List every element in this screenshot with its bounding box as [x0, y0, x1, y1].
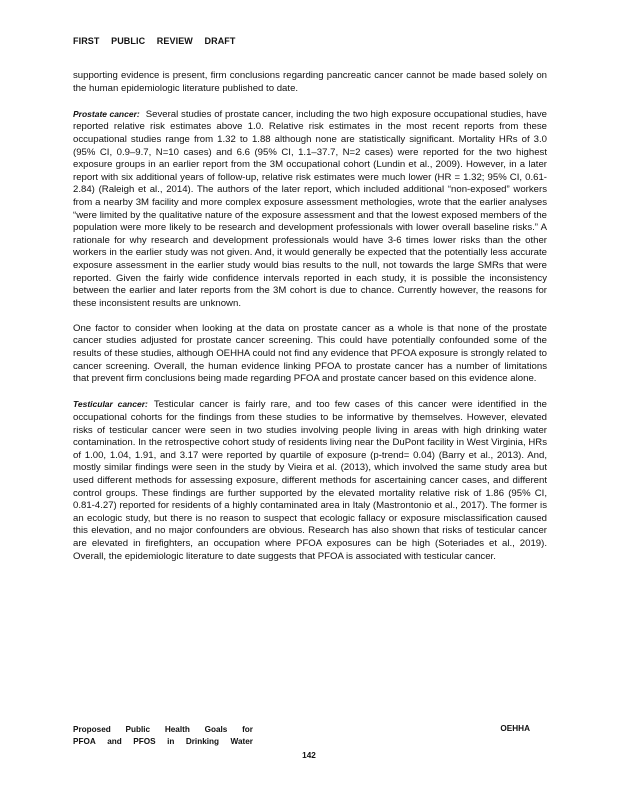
running-header: FIRST PUBLIC REVIEW DRAFT	[73, 36, 236, 46]
footer-word: PFOS	[133, 737, 156, 746]
prostate-cancer-heading: Prostate cancer:	[73, 108, 140, 119]
footer-document-title	[73, 724, 253, 748]
footer-word: Drinking	[185, 737, 220, 746]
footer-word: for	[242, 725, 253, 734]
page-number: 142	[302, 751, 316, 760]
paragraph-prostate-cancer	[73, 108, 547, 311]
testicular-cancer-text: Testicular cancer is fairly rare, and too few cases of this cancer were identified in the occupational cohorts for the findings from these studies to be informative by themselves. However, elevated risks of testicular cancer were seen in two studies involving people living in areas with high drinking water contamination. In the retrospective cohort study of residents living near the DuPont facility in West Virginia, HRs of 1.00, 1.04, 1.91, and 3.17 were reported by quartile of exposure (p-trend= 0.04) (Barry et al., 2013). And, mostly similar findings were seen in the study by Vieira et al. (2013), which involved the same study area but used different methods for assessing exposure, different methods for ascertaining cancer cases, and different control groups. These findings are further supported by the elevated mortality relative risk of 1.86 (95% CI, 0.81-4.27) reported for residents of a highly contaminated area in Italy (Mastrontonio et al., 2017). The former is an ecologic study, but there is no reason to suspect that ecologic fallacy or exposure misclassification caused this elevation, and no major confounders are obvious. Research has also shown that risks of testicular cancer are elevated in firefighters, an occupation where PFOA exposures can be high (Soteriades et al., 2019). Overall, the epidemiologic literature to date suggests that PFOA is associated with testicular cancer.	[73, 399, 547, 562]
footer-word: and	[107, 737, 122, 746]
footer-word: Water	[230, 737, 253, 746]
paragraph-pancreatic-conclusion: supporting evidence is present, firm conclusions regarding pancreatic cancer cannot be made based solely on the human epidemiologic literature published to date.	[73, 70, 547, 94]
footer-word: Proposed	[73, 725, 111, 734]
footer-agency: OEHHA	[500, 724, 530, 733]
testicular-cancer-heading: Testicular cancer:	[73, 399, 148, 410]
paragraph-prostate-screening: One factor to consider when looking at the data on prostate cancer as a whole is that none of the prostate cancer studies adjusted for prostate cancer screening. This could have potentially confounded some of the results of these studies, although OEHHA could not find any evidence that PFOA exposure is strongly related to cancer screening. Overall, the human evidence linking PFOA to prostate cancer has a number of limitations that prevent firm conclusions being made regarding PFOA and prostate cancer based on this evidence alone.	[73, 322, 547, 385]
footer-title-line-2	[73, 736, 253, 748]
footer-title-line-1	[73, 724, 253, 736]
footer-word: Goals	[204, 725, 228, 734]
footer-word: PFOA	[73, 737, 96, 746]
footer-word: in	[167, 737, 175, 746]
footer-word: Health	[164, 725, 190, 734]
paragraph-testicular-cancer	[73, 398, 547, 563]
footer-word: Public	[125, 725, 151, 734]
prostate-cancer-text: Several studies of prostate cancer, including the two high exposure occupational studies, have reported relative risk estimates above 1.0. Relative risk estimates in the most recent reports from these occupational studies range from 1.32 to 1.88 although none are statistically significant. Mortality HRs of 3.0 (95% CI, 0.9–9.7, N=10 cases) and 6.6 (95% CI, 1.1–37.7, N=2 cases) were reported for the two highest exposure groups in an earlier report from the 3M occupational cohort (Lundin et al., 2009). However, in a later report with six additional years of follow-up, relative risk estimates were much lower (HR = 1.32; 95% CI, 0.61-2.84) (Raleigh et al., 2014). The authors of the later report, which included additional “non-exposed” workers from a nearby 3M facility and more complex exposure assessment methologies, wrote that the earlier analyses “were limited by the qualitative nature of the exposure assessment and that the lowest exposed members of the population were more likely to be research and development professionals with lower overall baseline risks.” A rationale for why research and development professionals would have 3-6 times lower risks than the other workers in the earlier study was not given. And, it would generally be expected that the potentially less accurate exposure assessment in the earlier study would bias results to the null, not towards the large SMRs that were reported. Given the fairly wide confidence intervals reported in each study, it is possible the inconsistency between the earlier and later reports from the 3M cohort is due to chance. Currently however, the reasons for these inconsistent results are unknown.	[73, 108, 547, 309]
document-body	[73, 70, 547, 576]
